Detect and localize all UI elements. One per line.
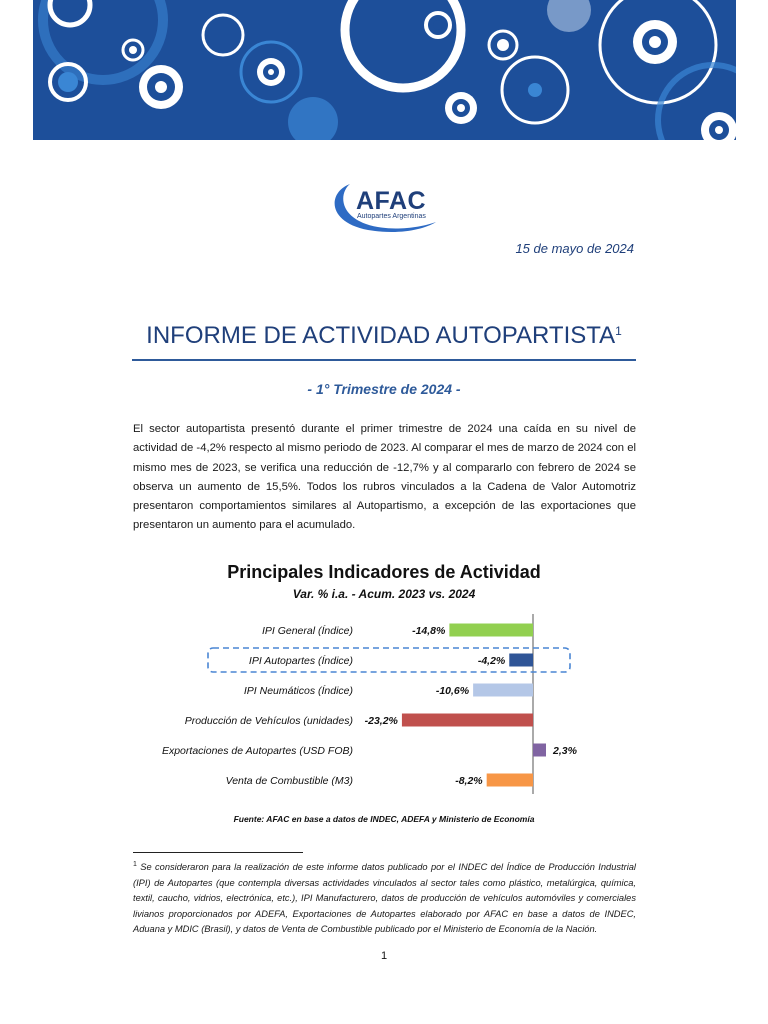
category-label: IPI Neumáticos (Índice)	[243, 685, 353, 697]
category-label: Producción de Vehículos (unidades)	[184, 715, 353, 727]
chart-title: Principales Indicadores de Actividad	[227, 562, 541, 582]
category-label: Venta de Combustible (M3)	[225, 775, 353, 787]
report-subtitle: - 1° Trimestre de 2024 -	[307, 381, 461, 397]
report-title-text: INFORME DE ACTIVIDAD AUTOPARTISTA	[146, 322, 616, 349]
footnote	[133, 857, 636, 938]
logo-wordmark: AFAC	[356, 187, 427, 215]
data-label: -4,2%	[477, 655, 506, 667]
data-label: 2,3%	[552, 745, 577, 757]
bar	[533, 744, 546, 757]
footnote-text: Se consideraron para la realización de este informe datos publicado por el INDEC del Índice de Producción Industrial (IPI) de Autopartes (que contempla diversas actividades vinculados al sector tales como plástico, metalúrgica, química, textil, caucho, vidrios, electrónica, etc.), IPI Manufacturero, datos de producción de vehículos automóviles y comerciales livianos proporcionados por ADEFA, Exportaciones de Autopartes elaborado por AFAC en base a datos de INDEC, Aduana y MDIC (Brasil), y datos de Venta de Combustible publicado por el Ministerio de Economía de la Nación.	[133, 862, 636, 935]
page-number: 1	[380, 950, 388, 962]
bar	[487, 774, 533, 787]
footnote-separator	[133, 852, 303, 853]
activity-indicators-bar-chart	[0, 610, 768, 810]
category-label: IPI General (Índice)	[261, 625, 353, 637]
bar	[402, 714, 533, 727]
report-title	[0, 322, 768, 350]
title-underline	[132, 359, 636, 361]
chart-source-note: Fuente: AFAC en base a datos de INDEC, ADEFA y Ministerio de Economía	[233, 814, 535, 824]
footnote-mark: 1	[133, 861, 137, 868]
data-label: -10,6%	[435, 685, 470, 697]
bar	[509, 654, 533, 667]
data-label: -14,8%	[412, 625, 446, 637]
chart-subtitle: Var. % i.a. - Acum. 2023 vs. 2024	[292, 587, 476, 601]
report-date: 15 de mayo de 2024	[515, 241, 634, 256]
bar	[473, 684, 533, 697]
title-footnote-mark: 1	[615, 324, 622, 338]
header-banner	[33, 0, 736, 140]
logo-tagline: Autopartes Argentinas	[357, 213, 426, 220]
category-label: IPI Autopartes (Índice)	[248, 655, 353, 667]
banner-circles-decoration	[33, 0, 736, 140]
data-label: -23,2%	[364, 715, 398, 727]
data-label: -8,2%	[455, 775, 483, 787]
afac-logo	[328, 178, 440, 236]
category-label: Exportaciones de Autopartes (USD FOB)	[161, 745, 353, 757]
bar	[449, 624, 533, 637]
intro-paragraph: El sector autopartista presentó durante el primer trimestre de 2024 una caída en su nivel de actividad de -4,2% respecto al mismo periodo de 2023. Al comparar el mes de marzo de 2024 con el mismo mes de 2023, se verifica una reducción de -12,7% y al compararlo con febrero de 2024 se observa un aumento de 15,5%. Todos los rubros vinculados a la Cadena de Valor Automotriz presentaron comportamientos similares al Autopartismo, a excepción de las exportaciones que presentaron un aumento para el acumulado.	[133, 423, 636, 532]
